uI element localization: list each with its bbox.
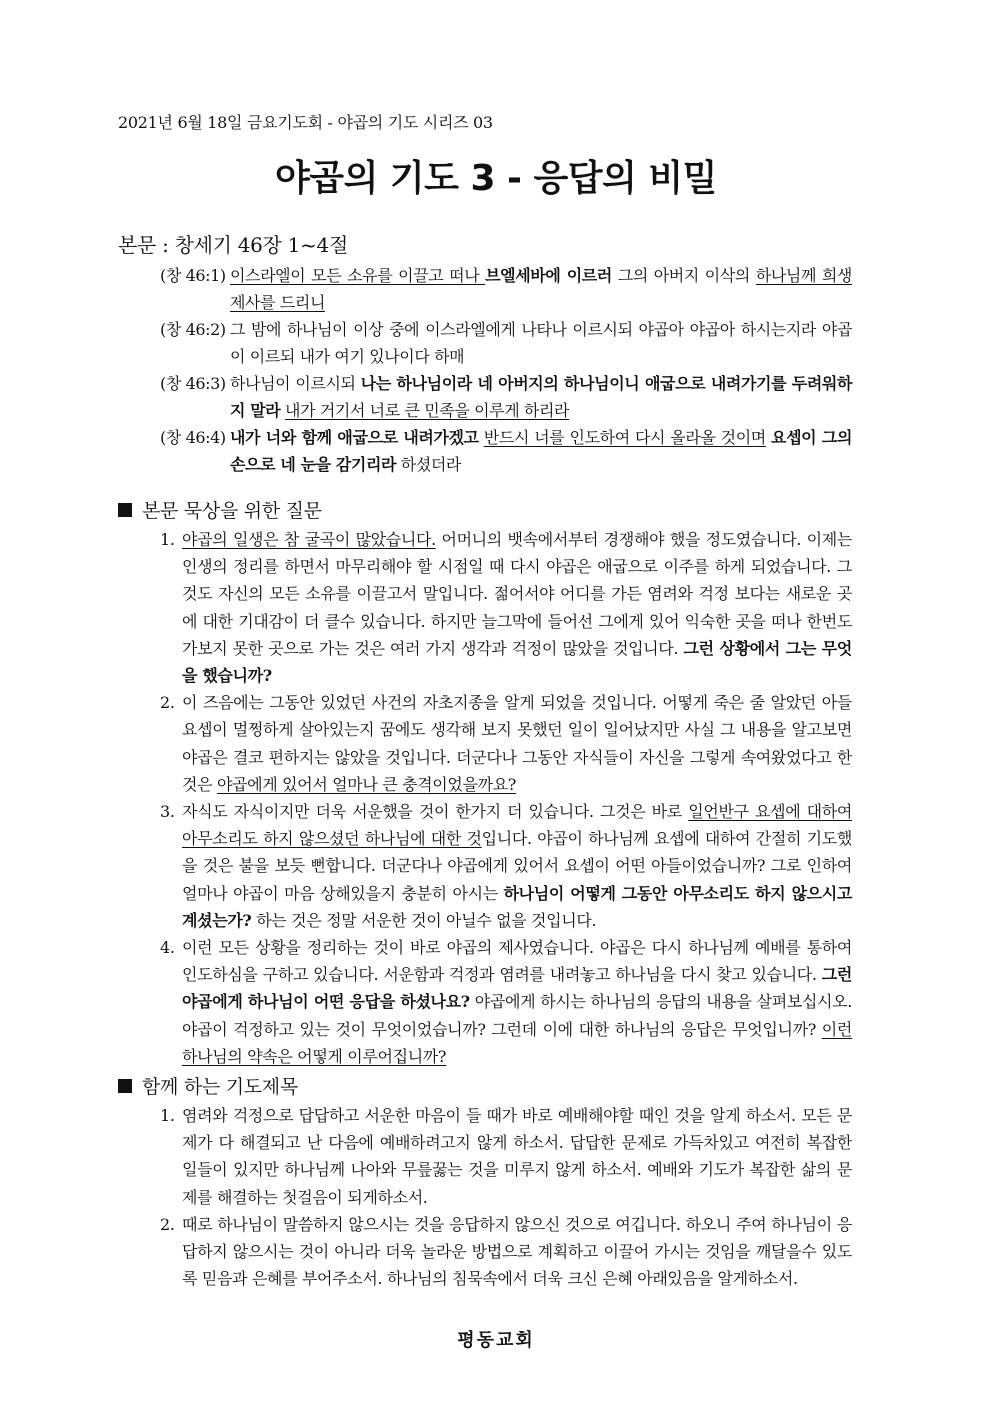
underlined-text: 야곱에게 있어서 얼마나 큰 충격이었을까요? [216, 774, 517, 794]
question-list [160, 526, 852, 1070]
underlined-text: 이스라엘이 모든 소유를 이끌고 떠나 [230, 266, 486, 285]
question-text [182, 526, 852, 689]
question-item [160, 689, 852, 798]
verse-ref: (창 46:4) [160, 428, 226, 447]
text-run: 그 밤에 하나님이 이상 중에 이스라엘에게 나타나 이르시되 야곱아 야곱아 하시는지라 야곱이 이르되 내가 여기 있나이다 하매 [230, 320, 852, 366]
questions-heading [118, 496, 322, 523]
question-number: 2. [160, 693, 175, 713]
prayer-text [182, 1102, 852, 1211]
bold-text: 하나님이 어떻게 그동안 아무소리도 하지 않으시고 계셨는가? [182, 883, 852, 930]
underlined-text: 이런 하나님의 약속은 어떻게 이루어집니까? [182, 1019, 852, 1066]
verse-2 [160, 316, 852, 370]
question-item [160, 526, 852, 689]
date-series-line: 2021년 6월 18일 금요기도회 - 야곱의 기도 시리즈 03 [118, 113, 493, 132]
text-run: 이런 모든 상황을 정리하는 것이 바로 야곱의 제사였습니다. 야곱은 다시 하나님께 예배를 통하여 인도하심을 구하고 있습니다. 서운함과 걱정과 염려를 내려놓고 하나님을 다시 찾고 있습니다. [182, 938, 852, 985]
verse-4 [160, 424, 852, 478]
questions-heading-text: 본문 묵상을 위한 질문 [142, 500, 322, 522]
prayer-heading-text: 함께 하는 기도제목 [142, 1076, 298, 1098]
text-run: 어머니의 뱃속에서부터 경쟁해야 했을 정도였습니다. 이제는 인생의 정리를 하면서 마무리해야 할 시점일 때 다시 야곱은 애굽으로 이주를 하게 되었습니다. 그것도 자신의 모든 소유를 이끌고서 말입니다. 젊어서야 어디를 가든 염려와 걱정 보다는 새로운 곳에 대한 기대감이 더 클수 있습니다. 하지만 늘그막에 들어선 그에게 있어 익숙한 곳을 떠나 한번도 가보지 못한 곳으로 가는 것은 여러 가지 생각과 걱정이 많았을 것입니다. [182, 530, 852, 658]
prayer-list [160, 1102, 852, 1292]
text-run: 입니다. 야곱이 하나님께 요셉에 대하여 간절히 기도했을 것은 불을 보듯 뻔합니다. 더군다나 야곱에게 있어서 요셉이 어떤 아들이었습니까? 그로 인하여 얼마나 야곱이 마음 상해있을지 충분히 아시는 [182, 829, 852, 903]
prayer-item [160, 1211, 852, 1293]
question-item [160, 934, 852, 1070]
question-number: 1. [160, 530, 175, 549]
question-text [182, 934, 852, 1070]
verse-ref: (창 46:3) [160, 374, 226, 393]
verse-text [230, 262, 852, 316]
underlined-text: 내가 거기서 너로 큰 민족을 이루게 하리라 [285, 401, 570, 420]
question-number: 4. [160, 938, 175, 958]
prayer-number: 2. [160, 1214, 175, 1234]
prayer-number: 1. [160, 1106, 175, 1125]
verse-ref: (창 46:1) [160, 266, 226, 285]
text-run: 이 즈음에는 그동안 있었던 사건의 자초지종을 알게 되었을 것입니다. 어떻게 죽은 줄 알았던 아들 요셉이 멀쩡하게 살아있는지 꿈에도 생각해 보지 못했던 일이 일어났지만 사실 그 내용을 알고보면 야곱은 결코 편하지는 않았을 것입니다. 더군다나 그동안 자식들이 자신을 그렇게 속여왔었다고 한 것은 [182, 693, 852, 794]
square-bullet-icon [118, 1079, 132, 1093]
square-bullet-icon [118, 503, 132, 517]
text-run: 하는 것은 정말 서운한 것이 아닐수 없을 것입니다. [251, 910, 597, 930]
question-number: 3. [160, 802, 175, 822]
page-title: 야곱의 기도 3 - 응답의 비밀 [275, 158, 717, 199]
verse-1 [160, 262, 852, 316]
question-text [182, 689, 852, 798]
bold-text: 나는 하나님이라 네 아버지의 하나님이니 애굽으로 내려가기를 두려워하지 말라 [230, 374, 852, 420]
verse-3 [160, 370, 852, 424]
text-run: 하셨더라 [396, 455, 461, 474]
bold-text: 요셉이 그의 손으로 네 눈을 감기리라 [230, 428, 853, 474]
question-text [182, 798, 852, 934]
text-run: 야곱에게 하시는 하나님의 응답의 내용을 살펴보십시오. 야곱이 걱정하고 있는 것이 무엇이었습니까? 그런데 이에 대한 하나님의 응답은 무엇입니까? [182, 992, 852, 1039]
verse-text [230, 370, 852, 424]
underlined-text: 하나님께 희생제사를 드리니 [230, 266, 852, 312]
bold-text: 내가 너와 함께 애굽으로 내려가겠고 [230, 428, 479, 447]
church-name-footer: 평동교회 [457, 1330, 535, 1351]
prayer-text [182, 1211, 852, 1293]
underlined-text: 반드시 너를 인도하여 다시 올라올 것이며 [483, 428, 766, 447]
bold-text: 브엘세바에 이르러 [485, 266, 612, 285]
text-run: 자식도 자식이지만 더욱 서운했을 것이 한가지 더 있습니다. 그것은 바로 [182, 802, 689, 822]
text-run: 염려와 걱정으로 답답하고 서운한 마음이 들 때가 바로 예배해야할 때인 것을 알게 하소서. 모든 문제가 다 해결되고 난 다음에 예배하려고지 않게 하소서. 답답한 문제로 가득차있고 여전히 복잡한 일들이 있지만 하나님께 나아와 무릎꿇는 것을 미루지 않게 하소서. 예배와 기도가 복잡한 삶의 문제를 해결하는 첫걸음이 되게하소서. [182, 1106, 852, 1207]
verse-text [230, 424, 852, 478]
text-run: 하나님이 이르시되 [230, 374, 361, 393]
bold-text: 그런 야곱에게 하나님이 어떤 응답을 하셨나요? [182, 965, 852, 1012]
text-run: 때로 하나님이 말씀하지 않으시는 것을 응답하지 않으신 것으로 여깁니다. 하오니 주여 하나님이 응답하지 않으시는 것이 아니라 더욱 놀라운 방법으로 계획하고 이끌어 가시는 것임을 깨달을수 있도록 믿음과 은혜를 부어주소서. 하나님의 침묵속에서 더욱 크신 은혜 아래있음을 알게하소서. [182, 1214, 852, 1289]
underlined-text: 일언반구 요셉에 대하여 아무소리도 하지 않으셨던 하나님에 대한 것 [182, 802, 852, 849]
underlined-text: 야곱의 일생은 참 굴곡이 많았습니다. [182, 530, 436, 549]
bold-text: 그런 상황에서 그는 무엇을 했습니까? [182, 638, 852, 686]
scripture-passage-heading: 본문 : 창세기 46장 1~4절 [118, 233, 348, 257]
prayer-heading [118, 1072, 298, 1099]
text-run: 그의 아버지 이삭의 [611, 266, 756, 285]
verse-ref: (창 46:2) [160, 320, 226, 339]
prayer-item [160, 1102, 852, 1211]
scripture-verses [160, 262, 852, 478]
question-item [160, 798, 852, 934]
verse-text [230, 316, 852, 370]
